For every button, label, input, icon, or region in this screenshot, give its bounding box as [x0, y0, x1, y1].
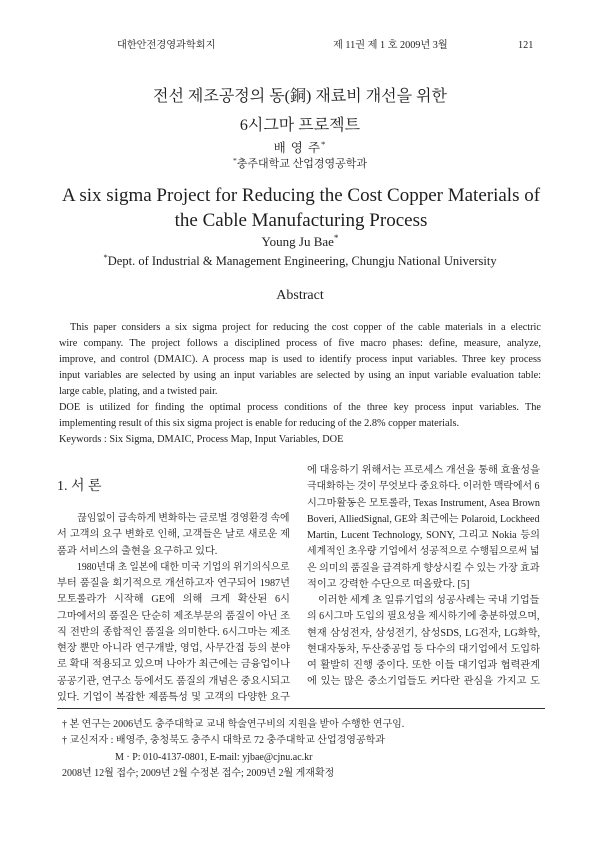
abstract-line: improve, and control (DMAIC). A process map is used to identify process input variables. Three key process — [59, 354, 541, 365]
right-column — [307, 463, 540, 691]
body-line: 1980년대 초 일본에 대한 미국 기업의 위기의식으로 — [77, 561, 290, 573]
footnotes — [57, 717, 545, 782]
body-line: 이러한 세계 초 일류기업의 성공사례는 국내 기업들 — [317, 595, 540, 606]
section-heading: 1. 서 론 — [57, 479, 102, 494]
keywords: Keywords : Six Sigma, DMAIC, Process Map, Input Variables, DOE — [59, 434, 344, 445]
body-line: 로 확대 적용되고 있으며 나아가 최근에는 금융업이나 — [57, 659, 290, 671]
affiliation-en — [50, 253, 550, 269]
abstract-body — [59, 320, 541, 448]
body-line: 에 대응하기 위해서는 프로세스 개선을 통해 효율성을 — [307, 465, 540, 476]
body-line: 에 있는 많은 중소기업들도 커다란 관심을 가지고 도 — [307, 676, 540, 688]
author-en-mark: * — [333, 233, 339, 243]
affiliation-en-mark: * — [103, 252, 108, 263]
body-line: 시그마활동은 모토롤라, Texas Instrument, Asea Brown — [307, 497, 540, 509]
body-line: 세계적인 초우량 기업에서 성공적으로 수행됨으로써 넓 — [307, 546, 540, 558]
body-line: 직 전반의 종합적인 품질을 의미한다. 6시그마는 제조 — [57, 626, 290, 638]
body-line: 그마에서의 품질은 단순히 제조부문의 품질이 아닌 조 — [57, 610, 290, 622]
title-en-line-1: A six sigma Project for Reducing the Cost Copper Materials of — [61, 185, 541, 206]
left-column — [57, 511, 290, 706]
footnote-rule — [57, 708, 545, 709]
author-en — [50, 234, 550, 250]
body-line: Martin, Lucent Technology, SONY, 그리고 Nokia 등의 — [307, 530, 540, 541]
affiliation-kr-mark: * — [232, 155, 237, 165]
title-en-line-2: the Cable Manufacturing Process — [174, 210, 428, 231]
body-line: 현재 삼성전자, 삼성전기, 삼성SDS, LG전자, LG화학, — [307, 627, 540, 639]
affiliation-kr-text: 충주대학교 산업경영공학과 — [236, 158, 368, 170]
footnote-dates: 2008년 12월 접수; 2009년 2월 수정본 접수; 2009년 2월 게재확정 — [62, 767, 335, 779]
body-line: 적이고 강력한 수단으로 떠올랐다. [5] — [307, 578, 470, 590]
body-line: 의 6시그마 도입의 필요성을 제시하기에 충분하였으며, — [307, 611, 540, 623]
abstract-line: input variables are selected by using an input variables are selected by using an input variable evaluation table: — [59, 370, 541, 381]
body-line: 있다. 기업이 복잡한 제품특성 및 고객의 다양한 요구 — [57, 691, 290, 703]
header-issue: 제 11권 제 1 호 2009년 3월 — [333, 40, 448, 51]
body-line: 품과 서비스의 출현을 요구하고 있다. — [57, 545, 218, 557]
affiliation-kr — [50, 157, 550, 171]
abstract-heading: Abstract — [276, 288, 324, 303]
author-en-name: Young Ju Bae — [261, 234, 334, 249]
title-kr-line-1: 전선 제조공정의 동(銅) 재료비 개선을 위한 — [153, 88, 447, 105]
author-kr-name: 배 영 주 — [273, 141, 322, 155]
abstract-line: wire company. The project follows a disciplined process of five macro phases: define, measure, analyze, — [59, 338, 541, 349]
body-line: 모토롤라가 시작해 GE에 의해 크게 확산된 6시 — [57, 594, 290, 606]
header-journal-name: 대한안전경영과학회지 — [117, 40, 216, 51]
body-line: 현대자동차, 두산중공업 등 다수의 대기업에서 도입하 — [307, 643, 540, 655]
abstract-line: implementing result of this six sigma project is enable for reducing of the 2.8% copper materials. — [59, 418, 460, 429]
footnote-contact: M · P: 010-4137-0801, E-mail: yjbae@cjnu.ac.kr — [115, 751, 313, 763]
body-line: 은 의미의 품질을 급격하게 향상시킬 수 있는 가장 효과 — [307, 562, 540, 574]
affiliation-en-text: Dept. of Industrial & Management Engineering, Chungju National University — [107, 254, 497, 268]
body-line: Boveri, AlliedSignal, GE와 최근에는 Polaroid, Lockheed — [307, 513, 540, 525]
body-line: 서 고객의 요구 변화로 인해, 고객들은 날로 새로운 제 — [57, 529, 290, 541]
body-line: 부터 품질을 회기적으로 개선하고자 연구되어 1987년 — [57, 578, 290, 589]
footnote-funding: † 본 연구는 2006년도 충주대학교 교내 학술연구비의 지원을 받아 수행한 연구임. — [62, 719, 405, 730]
body-line: 공공기관, 연구소 등에서도 품질의 개념은 중요시되고 — [57, 675, 290, 687]
header-page-number: 121 — [518, 40, 534, 51]
body-line: 현장 뿐만 아니라 연구개발, 영업, 사무간접 등의 분야 — [57, 643, 290, 654]
footnote-corresponding-author: † 교신저자 : 배영주, 충청북도 충주시 대학로 72 충주대학교 산업경영공학과 — [62, 735, 385, 747]
body-line: 여 활발히 진행 중이다. 또한 이들 대기업과 협력관계 — [307, 660, 540, 671]
body-line: 극대화하는 것이 무엇보다 중요하다. 이러한 맥락에서 6 — [307, 481, 540, 493]
abstract-line: This paper considers a six sigma project for reducing the cost copper of the cable materials in a electric — [70, 322, 541, 333]
abstract-line: large cable, plating, and a twisted pair. — [59, 386, 218, 397]
author-kr — [50, 140, 550, 156]
author-kr-mark: * — [321, 139, 327, 150]
abstract-line: DOE is utilized for finding the optimal process conditions of the three key process input variables. The — [59, 402, 541, 413]
title-kr-line-2: 6시그마 프로젝트 — [239, 117, 361, 134]
body-line: 끊임없이 급속하게 변화하는 글로벌 경영환경 속에 — [77, 513, 290, 524]
